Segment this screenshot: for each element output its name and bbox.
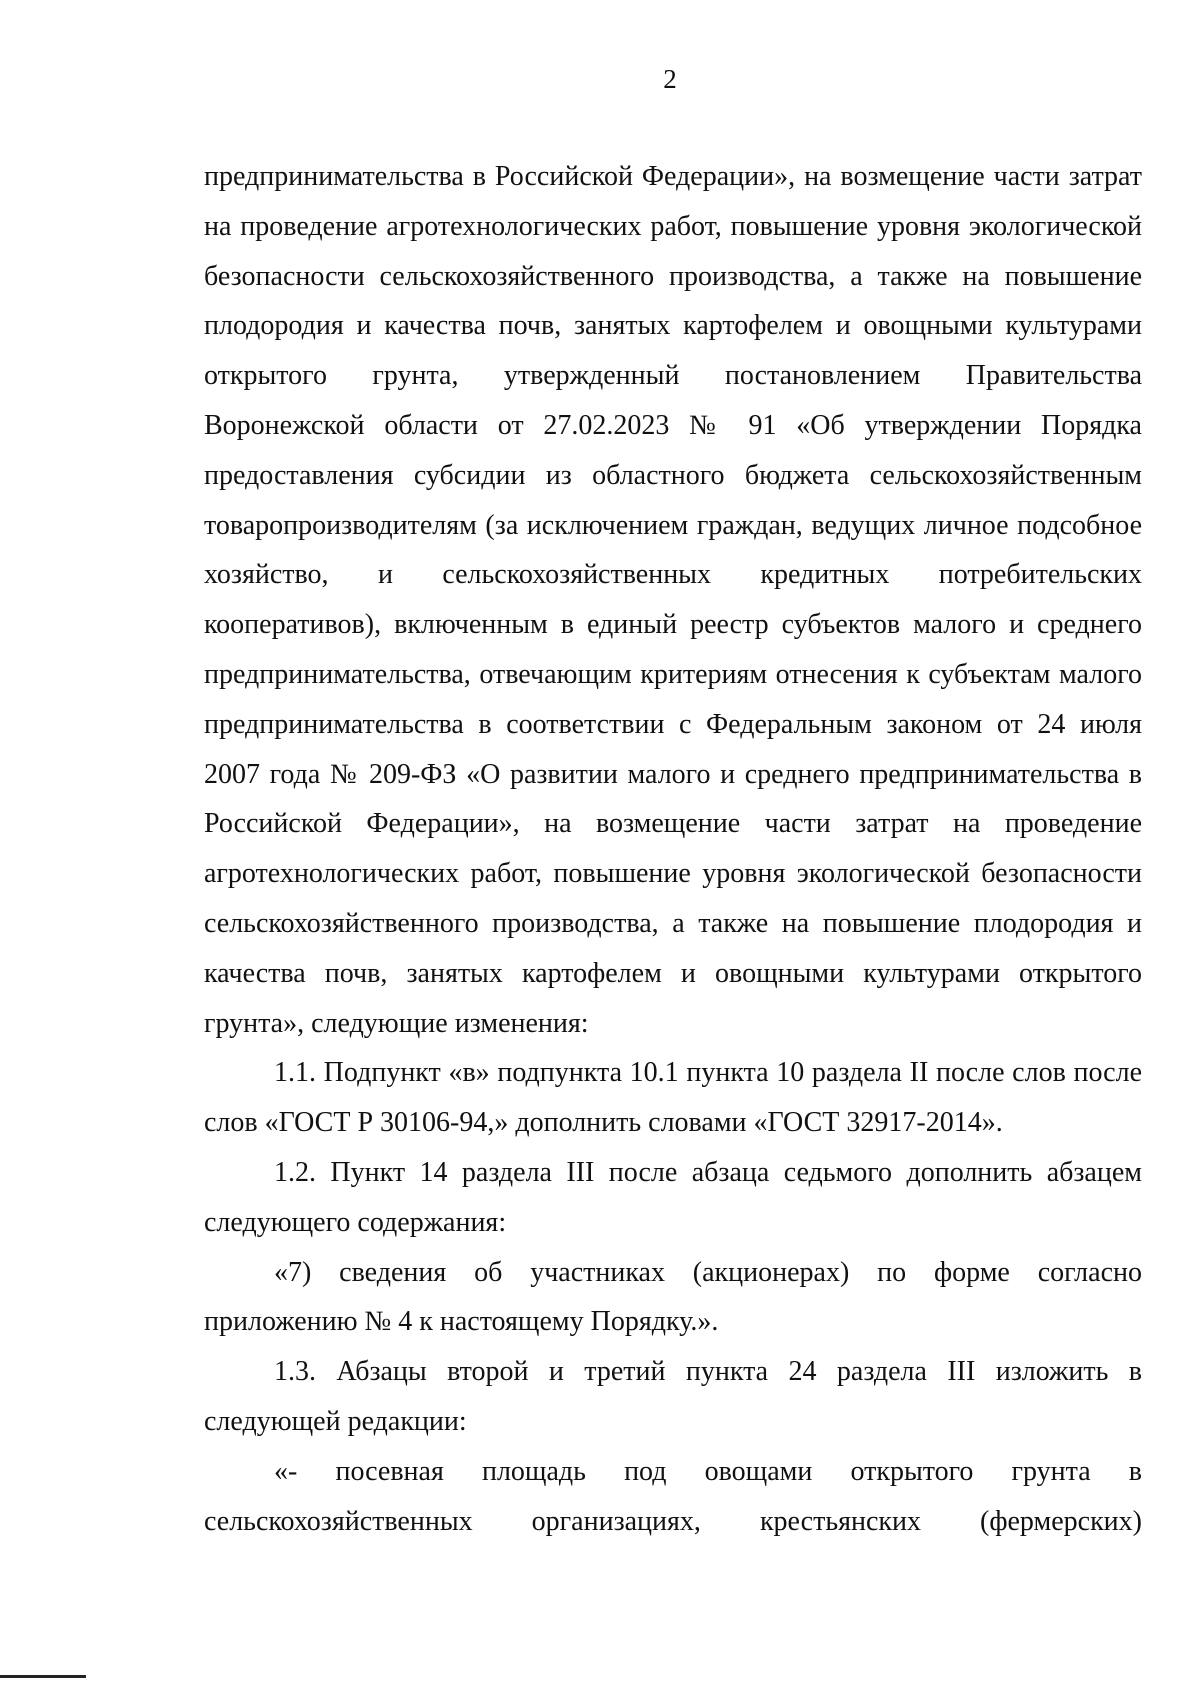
document-body bbox=[204, 152, 1142, 1546]
paragraph-amendment-intro: предпринимательства в Российской Федерации», на возмещение части затрат на проведение агротехнологических работ, повышение уровня экологической безопасности сельскохозяйственного производства, а также на повышение плодородия и качества почв, занятых картофелем и овощными культурами открытого грунта, утвержденный постановлением Правительства Воронежской области от 27.02.2023 № 91 «Об утверждении Порядка предоставления субсидии из областного бюджета сельскохозяйственным товаропроизводителям (за исключением граждан, ведущих личное подсобное хозяйство, и сельскохозяйственных кредитных потребительских кооперативов), включенным в единый реестр субъектов малого и среднего предпринимательства, отвечающим критериям отнесения к субъектам малого предпринимательства в соответствии с Федеральным законом от 24 июля 2007 года № 209-ФЗ «О развитии малого и среднего предпринимательства в Российской Федерации», на возмещение части затрат на проведение агротехнологических работ, повышение уровня экологической безопасности сельскохозяйственного производства, а также на повышение плодородия и качества почв, занятых картофелем и овощными культурами открытого грунта», следующие изменения: bbox=[204, 161, 1142, 1039]
scan-edge-mark bbox=[0, 1675, 86, 1678]
paragraph-1-3: 1.3. Абзацы второй и третий пункта 24 раздела III изложить в следующей редакции: bbox=[204, 1356, 1142, 1437]
paragraph-1-1: 1.1. Подпункт «в» подпункта 10.1 пункта 10 раздела II после слов после слов «ГОСТ Р 30106-94,» дополнить словами «ГОСТ 32917-2014». bbox=[204, 1057, 1142, 1139]
page-number: 2 bbox=[663, 64, 677, 94]
paragraph-quoted-item-7: «7) сведения об участниках (акционерах) по форме согласно приложению № 4 к настоящему Порядку.». bbox=[204, 1256, 1142, 1338]
paragraph-1-2: 1.2. Пункт 14 раздела III после абзаца седьмого дополнить абзацем следующего содержания: bbox=[204, 1156, 1142, 1238]
paragraph-quoted-sown-area: «- посевная площадь под овощами открытого грунта в сельскохозяйственных организациях, крестьянских (фермерских) bbox=[204, 1455, 1142, 1537]
